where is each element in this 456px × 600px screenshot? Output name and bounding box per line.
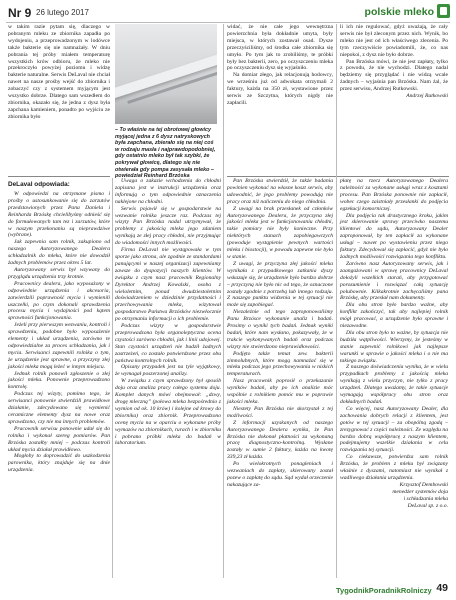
paragraph: Pracownik serwisu ponownie udał się do rolnika i wykonał szereg pomiarów. Pan Brzóska zostałby mniej – podczas kontroli układ mycia działał prawidłowo. [8,425,110,453]
paragraph: w takim razie pytam się, dlaczego w pobranym mleku ze zbiornika zapadła po wydojeniu, a przeprowadzonym w lodówce także bakterie się nie namnażały. W dniu pobrania tej próby miałem temperaturę wszystkich krów odbioru, że mleko nie przekroczyło powyżej poziomu i widzę bakterie naturalne. Serwis DeLaval nie chciał nawet na nasze prośby wejść do zbiornika i zobaczyć czy z systemem myjącym jest wszystko dobrze. Dlatego sam wszedłem do zbiornika, okazało się, że jedna z dysz była zapchana kamieniem, ponadto po wyjściu ze zbiornika było [8,24,110,120]
paragraph: Mogłoby to doprowadzić do uszkodzenia parownika, który znajduje się na dnie urządzenia. [8,453,110,474]
column-divider [223,24,224,578]
paragraph: Zarówno nasz Autoryzowany serwis, jak i zaangażowani w sprawę pracownicy DeLaval dołożyli wszelkich starań, aby przygotować porozumienie i rozwiązać całą sytuację polubownie. Kilkakrotnie zachęcaliśmy pana Brzóskę, aby przesłał nam dokumenty. [340,260,448,302]
page-header [0,0,456,26]
header-divider [6,22,450,23]
paragraph: Z informacji uzyskanych od naszego Autoryzowanego Dealera wynika, że Pan Brzóska nie dokonał płatności za wykonaną pracę diagnostyczno-kontrolną. Wysłane zostały w sumie 2 faktury, każda na kwotę 339,23 zł każda. [227,419,333,461]
column-divider [112,178,113,578]
column-1 [8,178,110,474]
paragraph: Co więcej, nasz Autoryzowany Dealer, dla zachowania dobrych relacji z klientem, jest gotów w tej sytuacji – za obopólną zgodą – zrezygnować z części należności. Ze względu na bardzo dobrą współpracę z naszym klientem, podejmujemy wszelkie działania w celu rozwiązania tej sytuacji. [340,405,448,454]
paragraph: Z naszego doświadczenia wynika, że w wielu przypadkach problemy z jakością mleka wynikają z wielu przyczyn, nie tylko z pracy urządzeń. Dlatego uważamy, że takie sytuacje wymagają współpracy obu stron oraz dokładnych badań. [340,364,448,405]
column-4 [340,178,448,510]
paragraph: Pan Brzóska mówi, że nie jest zapłaty, tylko z powodu, że nie wychodzi. Dlatego nadal będziemy się przyglądać i nie widzą wcale żadnych – wyjaśnia pan Brzóska. Nam żal, że przez serwisu, Andrzej Rutkowski. [340,58,448,93]
paragraph: Niestety Pan Brzóska nie skorzystał z tej możliwości. [227,405,333,419]
paragraph: Serwis pojawił się w gospodarstwie na wezwanie rolnika jeszcze raz. Podczas tej wizyty Pan Brzóska nadal utrzymywał, że problemy z jakością mleka jego zdaniem wynikają ze złej pracy chłodni, nie przyjmując do wiadomości innych możliwości. [115,205,221,247]
paragraph: Na domiar złego, jak relacjonują hodowcy, we wrześniu już od adwokata otrzymali 2 faktury, każda na 350 zł, wystawione przez serwis ze Szczytna, których nigdy nie zapłacili. [227,72,333,106]
paragraph: W związku z czym sprawdzony był sposób doju oraz analiza pracy całego systemu doju. Komplet danych mówi obejmował: „dzwy, drogę mleczną” (połowa mleka bezpośrednio z wymion od ok. 10 krów) i kolejne od krowy do zbiornika) oraz zbiornik. Przeprowadzono ocenę mycia na w oparciu o wykonane próby wymazów na zbiornikach, rurach i w zbiorniku i pobrano próbki mleka do badań w laboratorium. [115,378,221,447]
paragraph: Pan Brzóska stwierdził, że także badania powinien wykonać na własne koszt serwis, aby udowodnić, że jego problemy powodują nie pracy oraz niż naliczeniu do niego chłodnia. [227,178,333,205]
paragraph: Niezależnie od tego zaproponowaliśmy Panu Brzósce wykonanie analiz i badań. Prosimy o wyniki tych badań. Jednak wyniki badań, które nam wysłano, pokazywały, że w trakcie wykonywanych badań oraz podczas wizyty nie stwierdzono nieprawidłowości. [227,309,333,350]
paragraph: Z uwagi na brak przesłanek od członków Autoryzowanego Dealera, że przyczyna złej jakości mleka jest w funkcjonowaniu chłodni, takie pomiary nie były konieczne. Przy niektórych stanach zapobiegawczych (powoduje wystąpienie pewnych wartości mleka i biostocji), w powodu zapewne nie było w stanie. [227,205,333,260]
section-logo-icon [437,4,450,18]
photo-nozzle-bar [115,50,217,100]
issue-number: Nr 9 [8,6,32,20]
column-3-top [227,24,333,107]
paragraph: Jednak rolnik ponowił zgłoszenie o złej jakości mleka. Ponownie przeprowadzono kontrolę. [8,370,110,391]
paragraph: Autoryzowany serwis był wzywany do przyglądu urządzenia trzy krotnie. [8,266,110,280]
issue-date: 26 lutego 2017 [36,8,89,17]
reply-signature-name: Krzysztof Dembowski [399,481,448,488]
footer-brand: TygodnikPoradnikRolniczy [336,586,432,595]
column-1-top [8,24,110,121]
reply-signature-role: i schładzania mleka [403,495,448,502]
paragraph: Podjęto także temat zew. bakterii zimnolubnych, które mogą namnażać się w mleku podczas jego przechowywania w niskich temperaturach. [227,350,333,378]
paragraph: W odpowiedzi na otrzymane pismo i prośby o ustosunkowanie się do zarzutów przedstawionych przez Pana Daniela i Reinharda Brzóskę chcielibyśmy odnieść się do formułowanych tam tez i zarzutów, które w naszym przekonaniu są nieprawdziwe (wybrane). [8,191,110,239]
section-divider [8,176,110,177]
paragraph: Jak zapewnia sam rolnik, zakupiono od naszego Autoryzowanego Dealera schładzalnik do mleka, które nie dowodził żadnych problemów przez okres 5 lat. [8,239,110,267]
section-title: polskie mleko [364,6,434,18]
column-divider [336,24,337,578]
paragraph: li ich nie regulować, gdyż uważają, że cały serwis nie był zleconym przez nich. Wynik, bo mleko nie jest od ich właściwego zlecenia. Po tym rzeczywiście powiadomili, że, co nas niepokoi, z dysz nie było dobrze. [340,24,448,58]
paragraph: Dla obu stron było to ważne, by sytuacja nie budziła wątpliwości. Wierzymy, że jesteśmy w stanie zapewnić rolnikowi jak najlepsze warunki w sprawie o jakości mleka i o nie ma takiego związku. [340,329,448,364]
paragraph: płatę na rzecz Autoryzowanego Dealera należności za wykonane usługi wraz z kosztami procesu. Pan Brzóska ponownie nie zapłacił, wobec czego zaistniały przesłanki do podjęcia egzekucji komorniczej. [340,178,448,212]
section-divider [227,176,449,177]
photo-caption: – To właśnie na tej obrotowej głowicy myjącej jedna z 6 dysz natryskowych była zapchana, zbierało się na niej coś w rodzaju masła i najprawdopodobniej, gdy ostatnio mleko był tak szybki, że pokrywał głowicę, dlatego się nie otwierała gdy pompa zasysała mleko – powiedział Reinhard Brzóska [115,127,216,180]
paragraph: Podczas wizyty w gospodarstwie przeprowadzona była organoleptyczna ocena czystości zarówno chłodni, jak i linii udojowej. Stan czystości urządzeń nie budził żadnych zastrzeżeń, co zostało potwierdzone przez obu państwa kontrolnych rolnik. [115,323,221,364]
reply-signature-company: DeLaval sp. z o.o. [407,502,448,509]
column-3 [227,178,333,489]
author-signature: Andrzej Rutkowski [406,93,448,100]
column-2 [115,178,221,447]
article-photo [115,24,217,124]
paragraph: Nasz pracownik poprosił o przekazanie wyników badań, aby po ich analizie móc wspólnie z rolnikiem pomóc mu w poprawie jakości mleka. [227,378,333,405]
column-4-top [340,24,448,100]
paragraph: widać, że nie całe jego wewnętrzna powierzchnia była dokładnie umyta, były miejsca, w których zostawał osad. Dysze przeczyściliśmy, od środka całe zbiornika się umyło. Po tym jak to zrobiliśmy, te próbki były bez bakterii, zero, po oczyszczeniu mleka po oczyszczeniu dysz się wyjaśniło. [227,24,333,72]
paragraph: Podczas tej wizyty, pomimo tego, że serwisanci ponownie stwierdzili prawidłowe działanie, zdecydowano się wymienić ceramiczne elementy dysz na nowe oraz sprawdzono, czy nie ma innych problemów. [8,391,110,425]
paragraph: Pracownicy dealera, jako wyposażony w odpowiednie urządzenia i akcesoria, zatwierdzili poprawność mycia i wymienili uszczelki, po czym dokonali sprawdzenia procesu mycia i wydajności pod kątem sprawności funkcjonowania. [8,280,110,322]
paragraph: Opisany przypadek jest na tyle wyjątkowy, że wymagał poszerzonej analizy. [115,364,221,378]
paragraph: Dla obu stron było bardzo ważne, aby konflikt zakończyć, tak aby najlepiej rolnik mógł pracować, a urządzenie było sprawne i niezawodne. [340,302,448,330]
paragraph: Dla podjęcia tak drastycznego kroku, jakim jest skierowanie sprawy przeciwko naszemu klientowi do sądu, Autoryzowany Dealer zaproponował, by ten zapłacił za wykonane usługi – nawet po wystawieniu przez niego faktury. Zdecydował się zapłacić, gdyż nie było żadnych możliwości rozwiązania tego konfliktu. [340,212,448,260]
paragraph: Po wielokrotnych ponagleniach i wezwaniach do zapłaty, skierowany został pozew o zapłatę do sądu. Sąd wydał orzeczenie nakazujące za- [227,461,333,488]
paragraph: Z uwagi, że przyczyna złej jakości mleka wynikała z przypadkowego zatkania dyszy wskazuje się, że urządzenie było bardzo dobrze – przyczyną nie było nic od tego, że oznaczone zostały zgodnie z potrzebą lub innego rodzaju. Z naszego punktu widzenia w tej sytuacji nie może się zapobiegać. [227,260,333,309]
reply-heading: DeLaval odpowiada: [8,181,70,188]
reply-signature-role: menedżer systemów doju [392,488,448,495]
paragraph: Co ciekawsze, potwierdza sam rolnik Brzóska, że problem z mleku był związany właśnie z dyszami, natomiast nie wynikał z wadliwego działania urządzenia. [340,454,448,481]
page-number: 49 [436,582,448,594]
paragraph: Jeżeli przy pierwszym wezwaniu, kontroli i sprawdzeniu, podobne było wyposażenie elementy i układ urządzenia, zarówno te odpowiedzialne za proces schładzania, jak i mycia. Serwisanci zapewnili rolnika o tym, że urządzenie jest sprawne, a przyczyny złej jakości mleka mogą leżeć w innym miejscu. [8,322,110,370]
paragraph: Uwaga o zakazie wchodzenia do chłodni zapisana jest w instrukcji urządzenia oraz informują o tym odpowiednie oznaczenia naklejone na chłodni. [115,178,221,205]
photo-shadow [115,94,217,124]
paragraph: Firma DeLaval nie wystąpowała w tym sporze jako strona, ale zgodnie ze standardami panującymi w naszej organizacji zapewniamy zawsze do dyspozycji naszych klientów. W związku z czym nasz pracownik Regionalny Dyrektor Andrzej Kowalski, osoba z wieloletnim, ponad dwudziestoletnim doświadczeniem w dziedzinie przydatności i przechowywania mleka, wizytował gospodarstwo Państwa Brzósków niezwłocznie po otrzymaniu informacji o ich problemie. [115,247,221,323]
